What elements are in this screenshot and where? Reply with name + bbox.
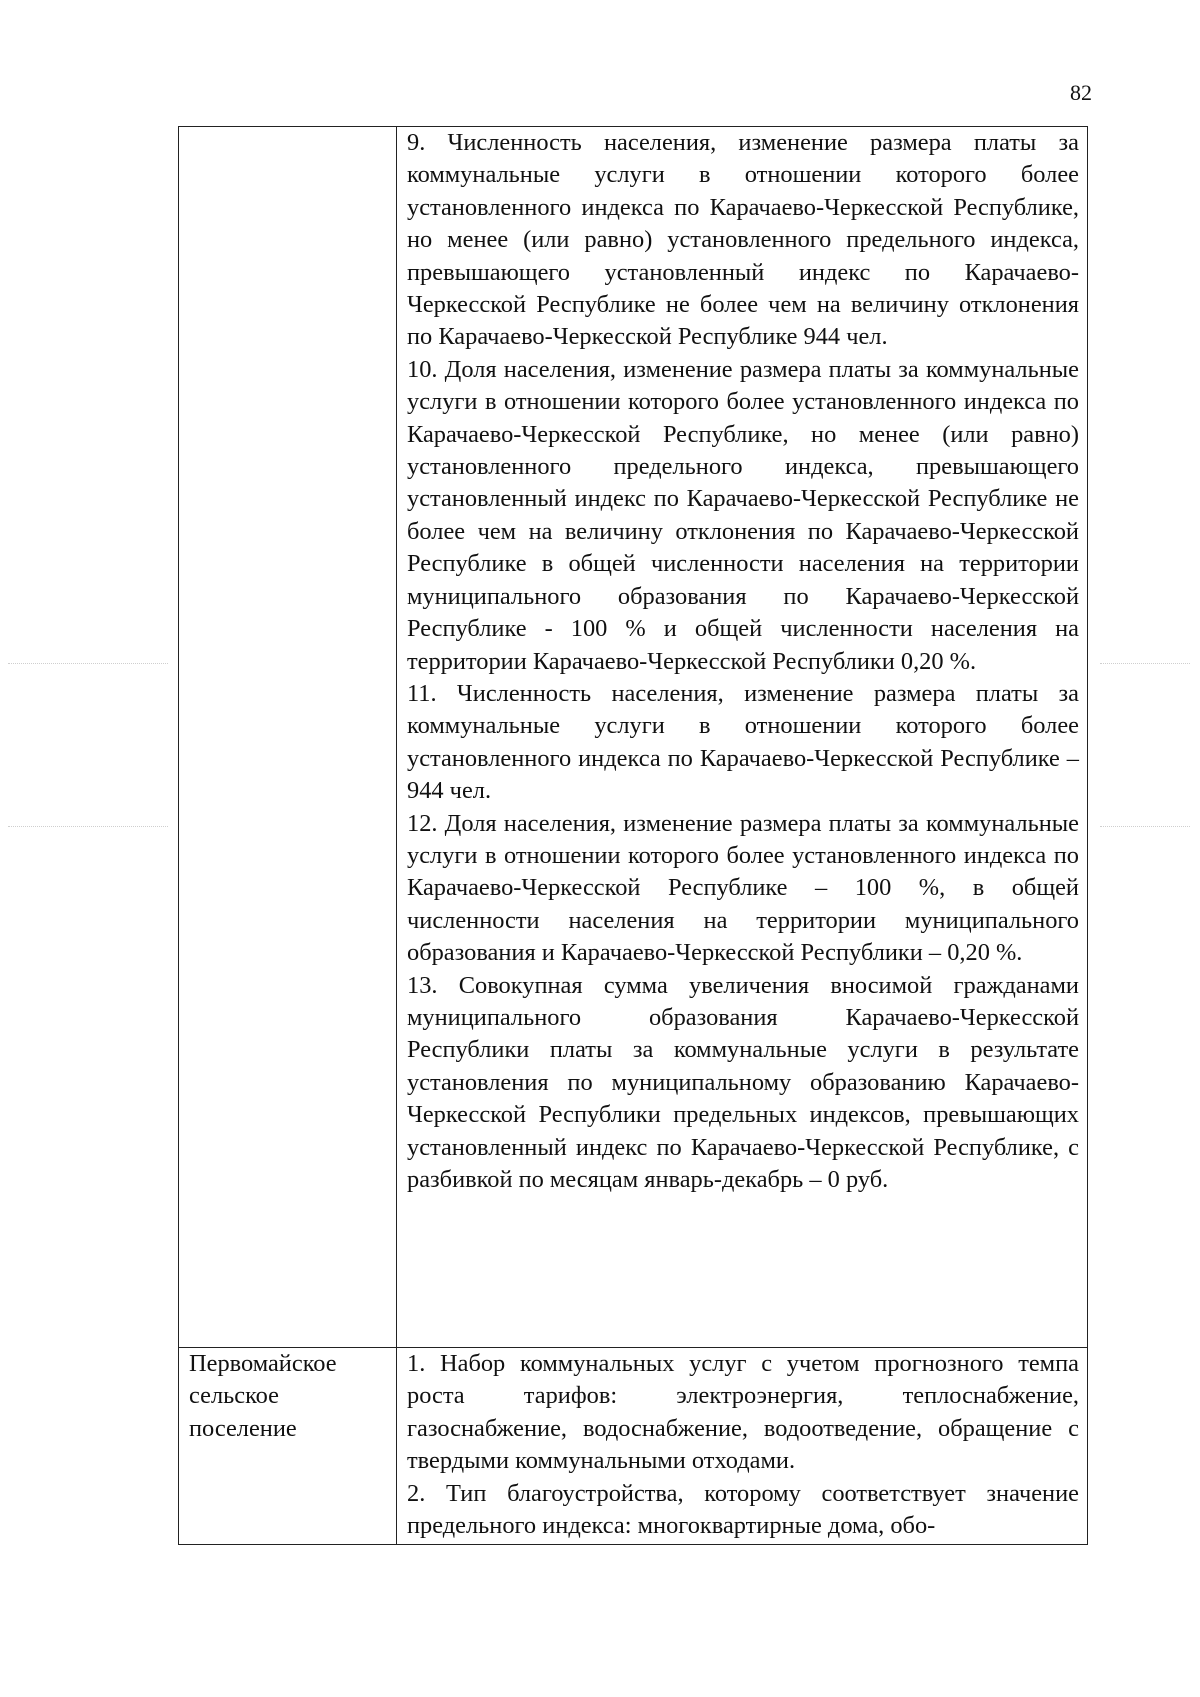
scan-noise-right-1 — [1100, 663, 1190, 664]
scan-noise-left-1 — [8, 663, 168, 664]
indicators-table — [178, 126, 1088, 1545]
scan-noise-right-2 — [1100, 826, 1190, 827]
municipality-cell — [179, 1348, 397, 1545]
indicator-paragraph-2: 2. Тип благоустройства, которому соответствует значение предельного индекса: многоквартирные дома, обо- — [407, 1479, 1079, 1540]
page-number: 82 — [1070, 80, 1092, 105]
indicator-paragraph-11: 11. Численность населения, изменение размера платы за коммунальные услуги в отношении которого более установленного индекса по Карачаево-Черкесской Республике – 944 чел. — [407, 679, 1079, 805]
table-row — [179, 127, 1088, 1348]
scan-noise-left-2 — [8, 826, 168, 827]
municipality-name-line-1: Первомайское — [189, 1350, 337, 1377]
indicator-paragraph-10: 10. Доля населения, изменение размера платы за коммунальные услуги в отношении которого более установленного индекса по Карачаево-Черкесской Республике, но менее (или равно) установленного предельного индекса, превышающего установленный индекс по Карачаево-Черкесской Республике не более чем на величину отклонения по Карачаево-Черкесской Республике в общей численности населения на территории муниципального образования по Карачаево-Черкесской Республике - 100 % и общей численности населения на территории Карачаево-Черкесской Республики 0,20 %. — [407, 355, 1079, 675]
table-row — [179, 1348, 1088, 1545]
indicators-cell — [397, 127, 1088, 1348]
indicators-cell — [397, 1348, 1088, 1545]
indicator-paragraph-1: 1. Набор коммунальных услуг с учетом прогнозного темпа роста тарифов: электроэнергия, теплоснабжение, газоснабжение, водоснабжение, водоотведение, обращение с твердыми коммунальными отходами. — [407, 1350, 1079, 1475]
municipality-cell — [179, 127, 397, 1348]
municipality-name-line-2: сельское — [189, 1382, 279, 1410]
indicator-paragraph-9: 9. Численность населения, изменение размера платы за коммунальные услуги в отношении которого более установленного индекса по Карачаево-Черкесской Республике, но менее (или равно) установленного предельного индекса, превышающего установленный индекс по Карачаево-Черкесской Республике не более чем на величину отклонения по Карачаево-Черкесской Республике 944 чел. — [407, 129, 1079, 351]
municipality-name-line-3: поселение — [189, 1414, 297, 1442]
indicator-paragraph-13: 13. Совокупная сумма увеличения вносимой гражданами муниципального образования Карачаево-Черкесской Республики платы за коммунальные услуги в результате установления по муниципальному образованию Карачаево-Черкесской Республики предельных индексов, превышающих установленный индекс по Карачаево-Черкесской Республике, с разбивкой по месяцам январь-декабрь – 0 руб. — [407, 971, 1079, 1193]
indicator-paragraph-12: 12. Доля населения, изменение размера платы за коммунальные услуги в отношении которого более установленного индекса по Карачаево-Черкесской Республике – 100 %, в общей численности населения на территории муниципального образования и Карачаево-Черкесской Республики – 0,20 %. — [407, 809, 1079, 967]
